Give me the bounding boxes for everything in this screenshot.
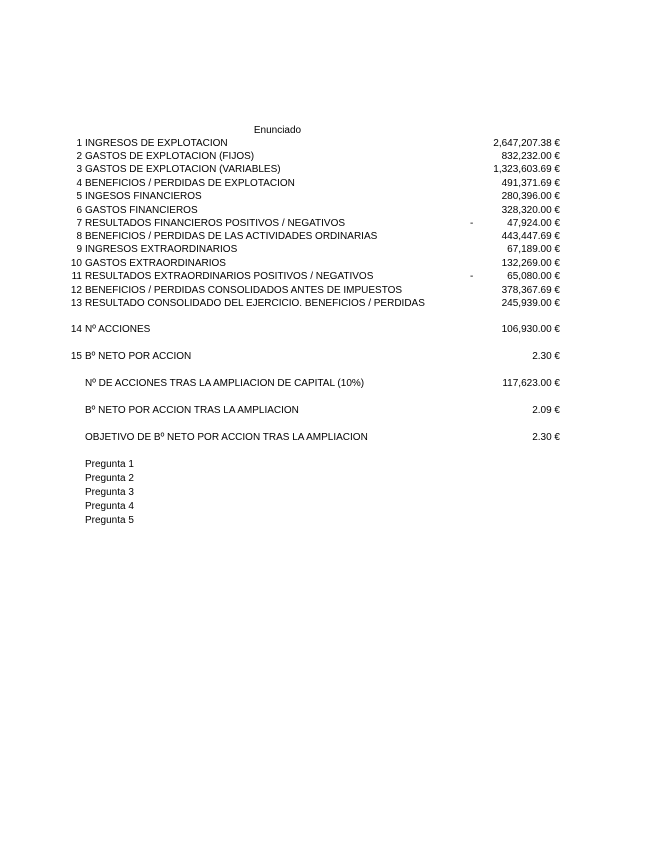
row-label: INGRESOS EXTRAORDINARIOS	[85, 244, 238, 255]
row-number: 8	[76, 231, 82, 242]
question-label: Pregunta 3	[85, 487, 134, 498]
row-label: Bº NETO POR ACCION TRAS LA AMPLIACION	[85, 405, 299, 416]
row-number: 13	[70, 298, 82, 309]
row-number: 5	[76, 191, 82, 202]
row-number: 1	[76, 138, 82, 149]
table-row	[0, 431, 655, 444]
table-row	[0, 243, 655, 256]
table-row	[0, 137, 655, 150]
row-label: BENEFICIOS / PERDIDAS DE LAS ACTIVIDADES ORDINARIAS	[85, 231, 378, 242]
row-value: 2.09 €	[532, 405, 560, 416]
question-label: Pregunta 5	[85, 515, 134, 526]
question-label: Pregunta 4	[85, 501, 134, 512]
row-number: 9	[76, 244, 82, 255]
row-value: 106,930.00 €	[501, 324, 560, 335]
table-row	[0, 230, 655, 243]
row-value: 47,924.00 €	[507, 218, 560, 229]
table-row	[0, 377, 655, 390]
row-label: RESULTADO CONSOLIDADO DEL EJERCICIO. BENEFICIOS / PERDIDAS	[85, 298, 425, 309]
row-number: 6	[76, 205, 82, 216]
row-sign: -	[470, 218, 474, 229]
row-value: 65,080.00 €	[507, 271, 560, 282]
row-number: 15	[70, 351, 82, 362]
table-row	[0, 270, 655, 283]
row-number: 4	[76, 178, 82, 189]
table-row	[0, 217, 655, 230]
row-label: Bº NETO POR ACCION	[85, 351, 192, 362]
row-value: 280,396.00 €	[501, 191, 560, 202]
row-number: 14	[70, 324, 82, 335]
row-number: 10	[70, 258, 82, 269]
row-number: 11	[71, 271, 82, 282]
row-label: Nº DE ACCIONES TRAS LA AMPLIACION DE CAPITAL (10%)	[85, 378, 365, 389]
question-label: Pregunta 1	[85, 459, 134, 470]
row-value: 2.30 €	[532, 351, 560, 362]
row-value: 1,323,603.69 €	[493, 164, 560, 175]
row-value: 491,371.69 €	[501, 178, 560, 189]
row-label: RESULTADOS EXTRAORDINARIOS POSITIVOS / NEGATIVOS	[85, 271, 374, 282]
row-value: 2,647,207.38 €	[493, 138, 560, 149]
table-row	[0, 297, 655, 310]
table-row	[0, 190, 655, 203]
table-row	[0, 163, 655, 176]
row-number: 2	[76, 151, 82, 162]
row-value: 328,320.00 €	[501, 205, 560, 216]
row-value: 378,367.69 €	[501, 285, 560, 296]
row-label: GASTOS DE EXPLOTACION (FIJOS)	[85, 151, 255, 162]
table-row	[0, 404, 655, 417]
row-label: GASTOS EXTRAORDINARIOS	[85, 258, 226, 269]
table-row	[0, 177, 655, 190]
row-value: 117,623.00 €	[502, 378, 560, 389]
question-label: Pregunta 2	[85, 473, 134, 484]
row-label: Nº ACCIONES	[85, 324, 151, 335]
row-label: RESULTADOS FINANCIEROS POSITIVOS / NEGATIVOS	[85, 218, 346, 229]
table-row	[0, 323, 655, 336]
row-label: BENEFICIOS / PERDIDAS DE EXPLOTACION	[85, 178, 295, 189]
table-row	[0, 257, 655, 270]
row-label: INGESOS FINANCIEROS	[85, 191, 202, 202]
row-value: 443,447.69 €	[501, 231, 560, 242]
row-label: BENEFICIOS / PERDIDAS CONSOLIDADOS ANTES DE IMPUESTOS	[85, 285, 403, 296]
row-value: 2.30 €	[532, 432, 560, 443]
row-value: 832,232.00 €	[501, 151, 560, 162]
row-value: 132,269.00 €	[501, 258, 560, 269]
row-number: 12	[70, 285, 82, 296]
row-number: 7	[76, 218, 82, 229]
row-number: 3	[76, 164, 82, 175]
table-row	[0, 350, 655, 363]
row-label: GASTOS FINANCIEROS	[85, 205, 198, 216]
row-label: GASTOS DE EXPLOTACION (VARIABLES)	[85, 164, 281, 175]
table-row	[0, 204, 655, 217]
sheet-title: Enunciado	[253, 125, 302, 136]
row-value: 67,189.00 €	[507, 244, 560, 255]
table-row	[0, 284, 655, 297]
row-sign: -	[470, 271, 474, 282]
row-label: INGRESOS DE EXPLOTACION	[85, 138, 228, 149]
table-row	[0, 150, 655, 163]
row-value: 245,939.00 €	[501, 298, 560, 309]
row-label: OBJETIVO DE Bº NETO POR ACCION TRAS LA AMPLIACION	[85, 432, 368, 443]
